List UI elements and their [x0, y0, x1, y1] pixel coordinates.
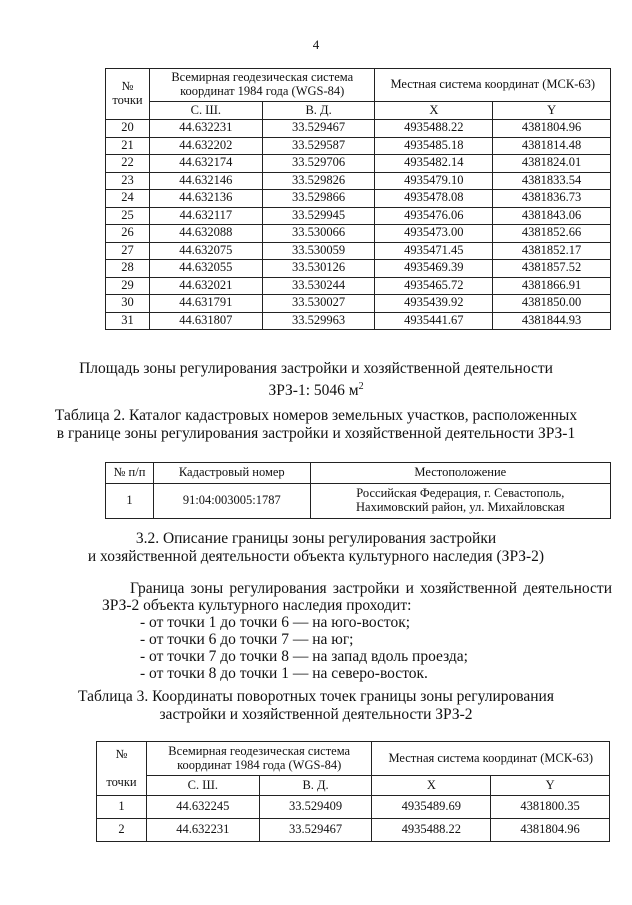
cell-x: 4935469.39 — [375, 260, 493, 278]
cell-y: 4381852.17 — [493, 242, 611, 260]
cadastral-table — [105, 462, 611, 519]
cell-latitude: 44.631807 — [149, 312, 262, 330]
table-row — [106, 484, 611, 519]
header-x: X — [375, 102, 493, 120]
cell-longitude: 33.529866 — [262, 190, 375, 208]
cell-x: 4935479.10 — [375, 172, 493, 190]
cell-point-number: 31 — [106, 312, 150, 330]
cell-longitude: 33.530244 — [262, 277, 375, 295]
cell-latitude: 44.632075 — [149, 242, 262, 260]
cell-y: 4381852.66 — [493, 225, 611, 243]
cell-y: 4381800.35 — [491, 796, 610, 819]
header-msk63: Местная система координат (МСК-63) — [375, 69, 611, 102]
boundary-description — [102, 580, 612, 682]
cell-x: 4935482.14 — [375, 155, 493, 173]
cell-longitude: 33.530126 — [262, 260, 375, 278]
cell-x: 4935476.06 — [375, 207, 493, 225]
table-row — [106, 120, 611, 138]
cell-x: 4935439.92 — [375, 295, 493, 313]
table-row — [106, 295, 611, 313]
table3-title — [0, 688, 632, 724]
cell-y: 4381804.96 — [493, 120, 611, 138]
cell-x: 4935489.69 — [372, 796, 491, 819]
section-heading-line1: 3.2. Описание границы зоны регулирования застройки — [135, 530, 497, 547]
cell-longitude: 33.529963 — [262, 312, 375, 330]
header-y: Y — [493, 102, 611, 120]
area-line1: Площадь зоны регулирования застройки и хозяйственной деятельности — [79, 360, 553, 377]
direction-list — [102, 614, 612, 682]
cell-y: 4381814.48 — [493, 137, 611, 155]
cell-latitude: 44.632231 — [146, 819, 259, 842]
table-row — [106, 225, 611, 243]
cell-longitude: 33.529587 — [262, 137, 375, 155]
cell-latitude: 44.632021 — [149, 277, 262, 295]
cell-y: 4381866.91 — [493, 277, 611, 295]
cell-latitude: 44.632146 — [149, 172, 262, 190]
header-latitude: С. Ш. — [146, 776, 259, 796]
coordinates-table-zrz2 — [96, 741, 610, 842]
cell-longitude: 33.529409 — [259, 796, 372, 819]
cell-point-number: 22 — [106, 155, 150, 173]
cell-x: 4935485.18 — [375, 137, 493, 155]
area-statement — [0, 360, 632, 400]
table2-title-line1: Таблица 2. Каталог кадастровых номеров земельных участков, расположенных — [54, 407, 578, 424]
cell-point-number: 20 — [106, 120, 150, 138]
header-latitude: С. Ш. — [149, 102, 262, 120]
table-row — [106, 277, 611, 295]
cell-latitude: 44.632136 — [149, 190, 262, 208]
cell-y: 4381833.54 — [493, 172, 611, 190]
cell-point-number: 25 — [106, 207, 150, 225]
location-line2: Нахимовский район, ул. Михайловская — [356, 500, 565, 514]
list-item: - от точки 7 до точки 8 — на запад вдоль проезда; — [140, 648, 468, 665]
header-point-number: № точки — [106, 69, 150, 120]
header-point-number — [97, 742, 147, 796]
table-row — [106, 137, 611, 155]
table-row — [106, 190, 611, 208]
table2-title-line2: в границе зоны регулирования застройки и хозяйственной деятельности ЗРЗ-1 — [56, 425, 576, 442]
cell-point-number: 27 — [106, 242, 150, 260]
area-value: ЗРЗ-1: 5046 м — [268, 382, 359, 400]
coordinates-table-zrz1 — [105, 68, 611, 330]
cell-x: 4935473.00 — [375, 225, 493, 243]
cell-row-number: 1 — [106, 484, 154, 519]
cell-point-number: 29 — [106, 277, 150, 295]
section-3-2-heading — [0, 530, 632, 566]
cell-latitude: 44.632055 — [149, 260, 262, 278]
cell-longitude: 33.529945 — [262, 207, 375, 225]
cell-x: 4935441.67 — [375, 312, 493, 330]
cell-point-number: 30 — [106, 295, 150, 313]
header-y: Y — [491, 776, 610, 796]
cell-longitude: 33.530027 — [262, 295, 375, 313]
coordinates-table-body — [97, 796, 610, 842]
header-row-number: № п/п — [106, 463, 154, 484]
cell-latitude: 44.632174 — [149, 155, 262, 173]
cell-x: 4935488.22 — [372, 819, 491, 842]
cell-point-number: 2 — [97, 819, 147, 842]
cell-point-number: 21 — [106, 137, 150, 155]
cell-y: 4381824.01 — [493, 155, 611, 173]
table-row — [106, 155, 611, 173]
cell-latitude: 44.632117 — [149, 207, 262, 225]
list-item: - от точки 8 до точки 1 — на северо-восток. — [140, 665, 428, 682]
header-wgs84: Всемирная геодезическая система координат 1984 года (WGS-84) — [146, 742, 372, 776]
table-row — [97, 819, 610, 842]
cell-point-number: 26 — [106, 225, 150, 243]
section-heading-line2: и хозяйственной деятельности объекта культурного наследия (ЗРЗ-2) — [87, 548, 545, 565]
page-number: 4 — [312, 37, 320, 52]
area-unit-sup: 2 — [358, 381, 364, 392]
header-longitude: В. Д. — [262, 102, 375, 120]
cell-location — [310, 484, 610, 519]
header-location: Местоположение — [310, 463, 610, 484]
cell-x: 4935478.08 — [375, 190, 493, 208]
table-row — [97, 796, 610, 819]
cell-y: 4381843.06 — [493, 207, 611, 225]
cell-latitude: 44.632088 — [149, 225, 262, 243]
cell-longitude: 33.529467 — [259, 819, 372, 842]
table-row — [106, 242, 611, 260]
cell-latitude: 44.632245 — [146, 796, 259, 819]
header-longitude: В. Д. — [259, 776, 372, 796]
cell-x: 4935488.22 — [375, 120, 493, 138]
table-row — [106, 260, 611, 278]
cell-longitude: 33.529467 — [262, 120, 375, 138]
cell-y: 4381844.93 — [493, 312, 611, 330]
cell-y: 4381850.00 — [493, 295, 611, 313]
header-wgs84: Всемирная геодезическая система координат 1984 года (WGS-84) — [149, 69, 375, 102]
cell-latitude: 44.631791 — [149, 295, 262, 313]
list-item: - от точки 1 до точки 6 — на юго-восток; — [140, 614, 411, 631]
table3-title-line2: застройки и хозяйственной деятельности ЗРЗ-2 — [159, 706, 473, 723]
cell-latitude: 44.632202 — [149, 137, 262, 155]
cell-longitude: 33.529706 — [262, 155, 375, 173]
header-num-top: № — [115, 746, 128, 761]
cell-longitude: 33.530066 — [262, 225, 375, 243]
header-num-bottom: точки — [106, 774, 137, 789]
list-item: - от точки 6 до точки 7 — на юг; — [140, 631, 354, 648]
description-intro: Граница зоны регулирования застройки и хозяйственной деятельности ЗРЗ-2 объекта культурного наследия проходит: — [102, 580, 612, 614]
location-line1: Российская Федерация, г. Севастополь, — [356, 486, 565, 501]
table3-title-line1: Таблица 3. Координаты поворотных точек границы зоны регулирования — [78, 688, 554, 705]
cell-point-number: 28 — [106, 260, 150, 278]
cell-point-number: 23 — [106, 172, 150, 190]
header-cadastral-number: Кадастровый номер — [153, 463, 310, 484]
cell-latitude: 44.632231 — [149, 120, 262, 138]
cell-cadastral-number: 91:04:003005:1787 — [153, 484, 310, 519]
header-x: X — [372, 776, 491, 796]
header-msk63: Местная система координат (МСК-63) — [372, 742, 610, 776]
table-row — [106, 312, 611, 330]
area-line2 — [0, 378, 632, 400]
table-row — [106, 172, 611, 190]
cell-longitude: 33.529826 — [262, 172, 375, 190]
coordinates-table-body — [106, 120, 611, 330]
cell-longitude: 33.530059 — [262, 242, 375, 260]
cell-y: 4381836.73 — [493, 190, 611, 208]
table2-title — [0, 407, 632, 443]
cell-y: 4381804.96 — [491, 819, 610, 842]
cell-point-number: 24 — [106, 190, 150, 208]
cell-x: 4935471.45 — [375, 242, 493, 260]
cell-y: 4381857.52 — [493, 260, 611, 278]
cell-point-number: 1 — [97, 796, 147, 819]
table-row — [106, 207, 611, 225]
cell-x: 4935465.72 — [375, 277, 493, 295]
